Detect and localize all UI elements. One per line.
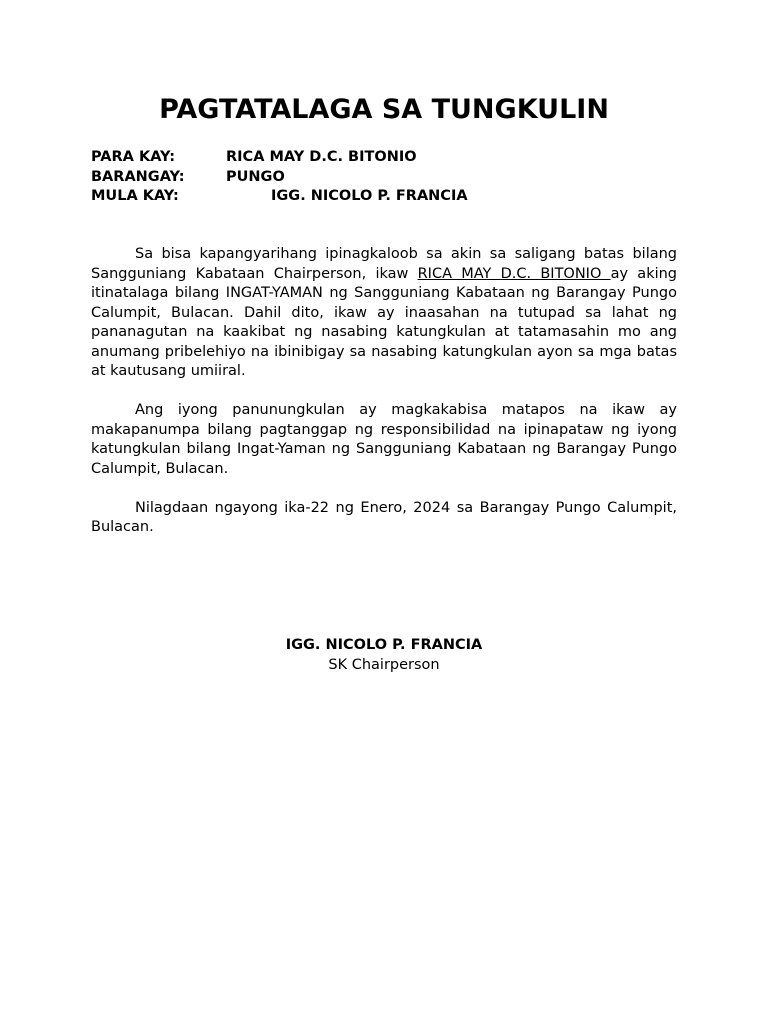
paragraph-appointment — [91, 245, 677, 382]
signatory-position: SK Chairperson — [328, 656, 440, 673]
mula-kay-label: MULA KAY: — [91, 188, 179, 205]
paragraph-appointment-rest: ay aking itinatalaga bilang INGAT-YAMAN ng Sangguniang Kabataan ng Barangay Pungo Calumpit, Bulacan. Dahil dito, ikaw ay inaasahan na tutupad sa lahat ng pananagutan na kaakibat ng nasabing katungkulan at tatamasahin mo ang anumang pribelehiyo na ibinibigay sa nasabing katungkulan ayon sa mga batas at kautusang umiiral. — [91, 265, 678, 379]
mula-kay-value: IGG. NICOLO P. FRANCIA — [271, 188, 468, 205]
paragraph-signed-date: Nilagdaan ngayong ika-22 ng Enero, 2024 sa Barangay Pungo Calumpit, Bulacan. — [91, 499, 677, 535]
para-kay-label: PARA KAY: — [91, 149, 176, 165]
signatory-name: IGG. NICOLO P. FRANCIA — [285, 637, 483, 653]
barangay-row — [91, 168, 681, 188]
appointee-name: RICA MAY D.C. BITONIO — [417, 265, 611, 282]
barangay-value: PUNGO — [226, 168, 285, 185]
paragraph-effectivity: Ang iyong panunungkulan ay magkakabisa matapos na ikaw ay makapanumpa bilang pagtanggap ng responsibilidad na ipinapataw ng iyong katungkulan bilang Ingat-Yaman ng Sangguniang Kabataan ng Barangay Pungo Calumpit, Bulacan. — [91, 402, 677, 477]
paragraph-appointment-intro: Sa bisa kapangyarihang ipinagkaloob sa akin sa saligang batas bilang Sangguniang Kabataan Chairperson, ikaw — [91, 246, 677, 282]
mula-kay-row — [91, 187, 681, 207]
para-kay-row — [91, 148, 681, 168]
document-title: PAGTATALAGA SA TUNGKULIN — [159, 94, 609, 125]
signature-block — [0, 636, 768, 675]
address-header — [91, 148, 681, 207]
barangay-label: BARANGAY: — [91, 168, 185, 185]
letter-body — [91, 245, 677, 557]
para-kay-value: RICA MAY D.C. BITONIO — [226, 149, 417, 165]
